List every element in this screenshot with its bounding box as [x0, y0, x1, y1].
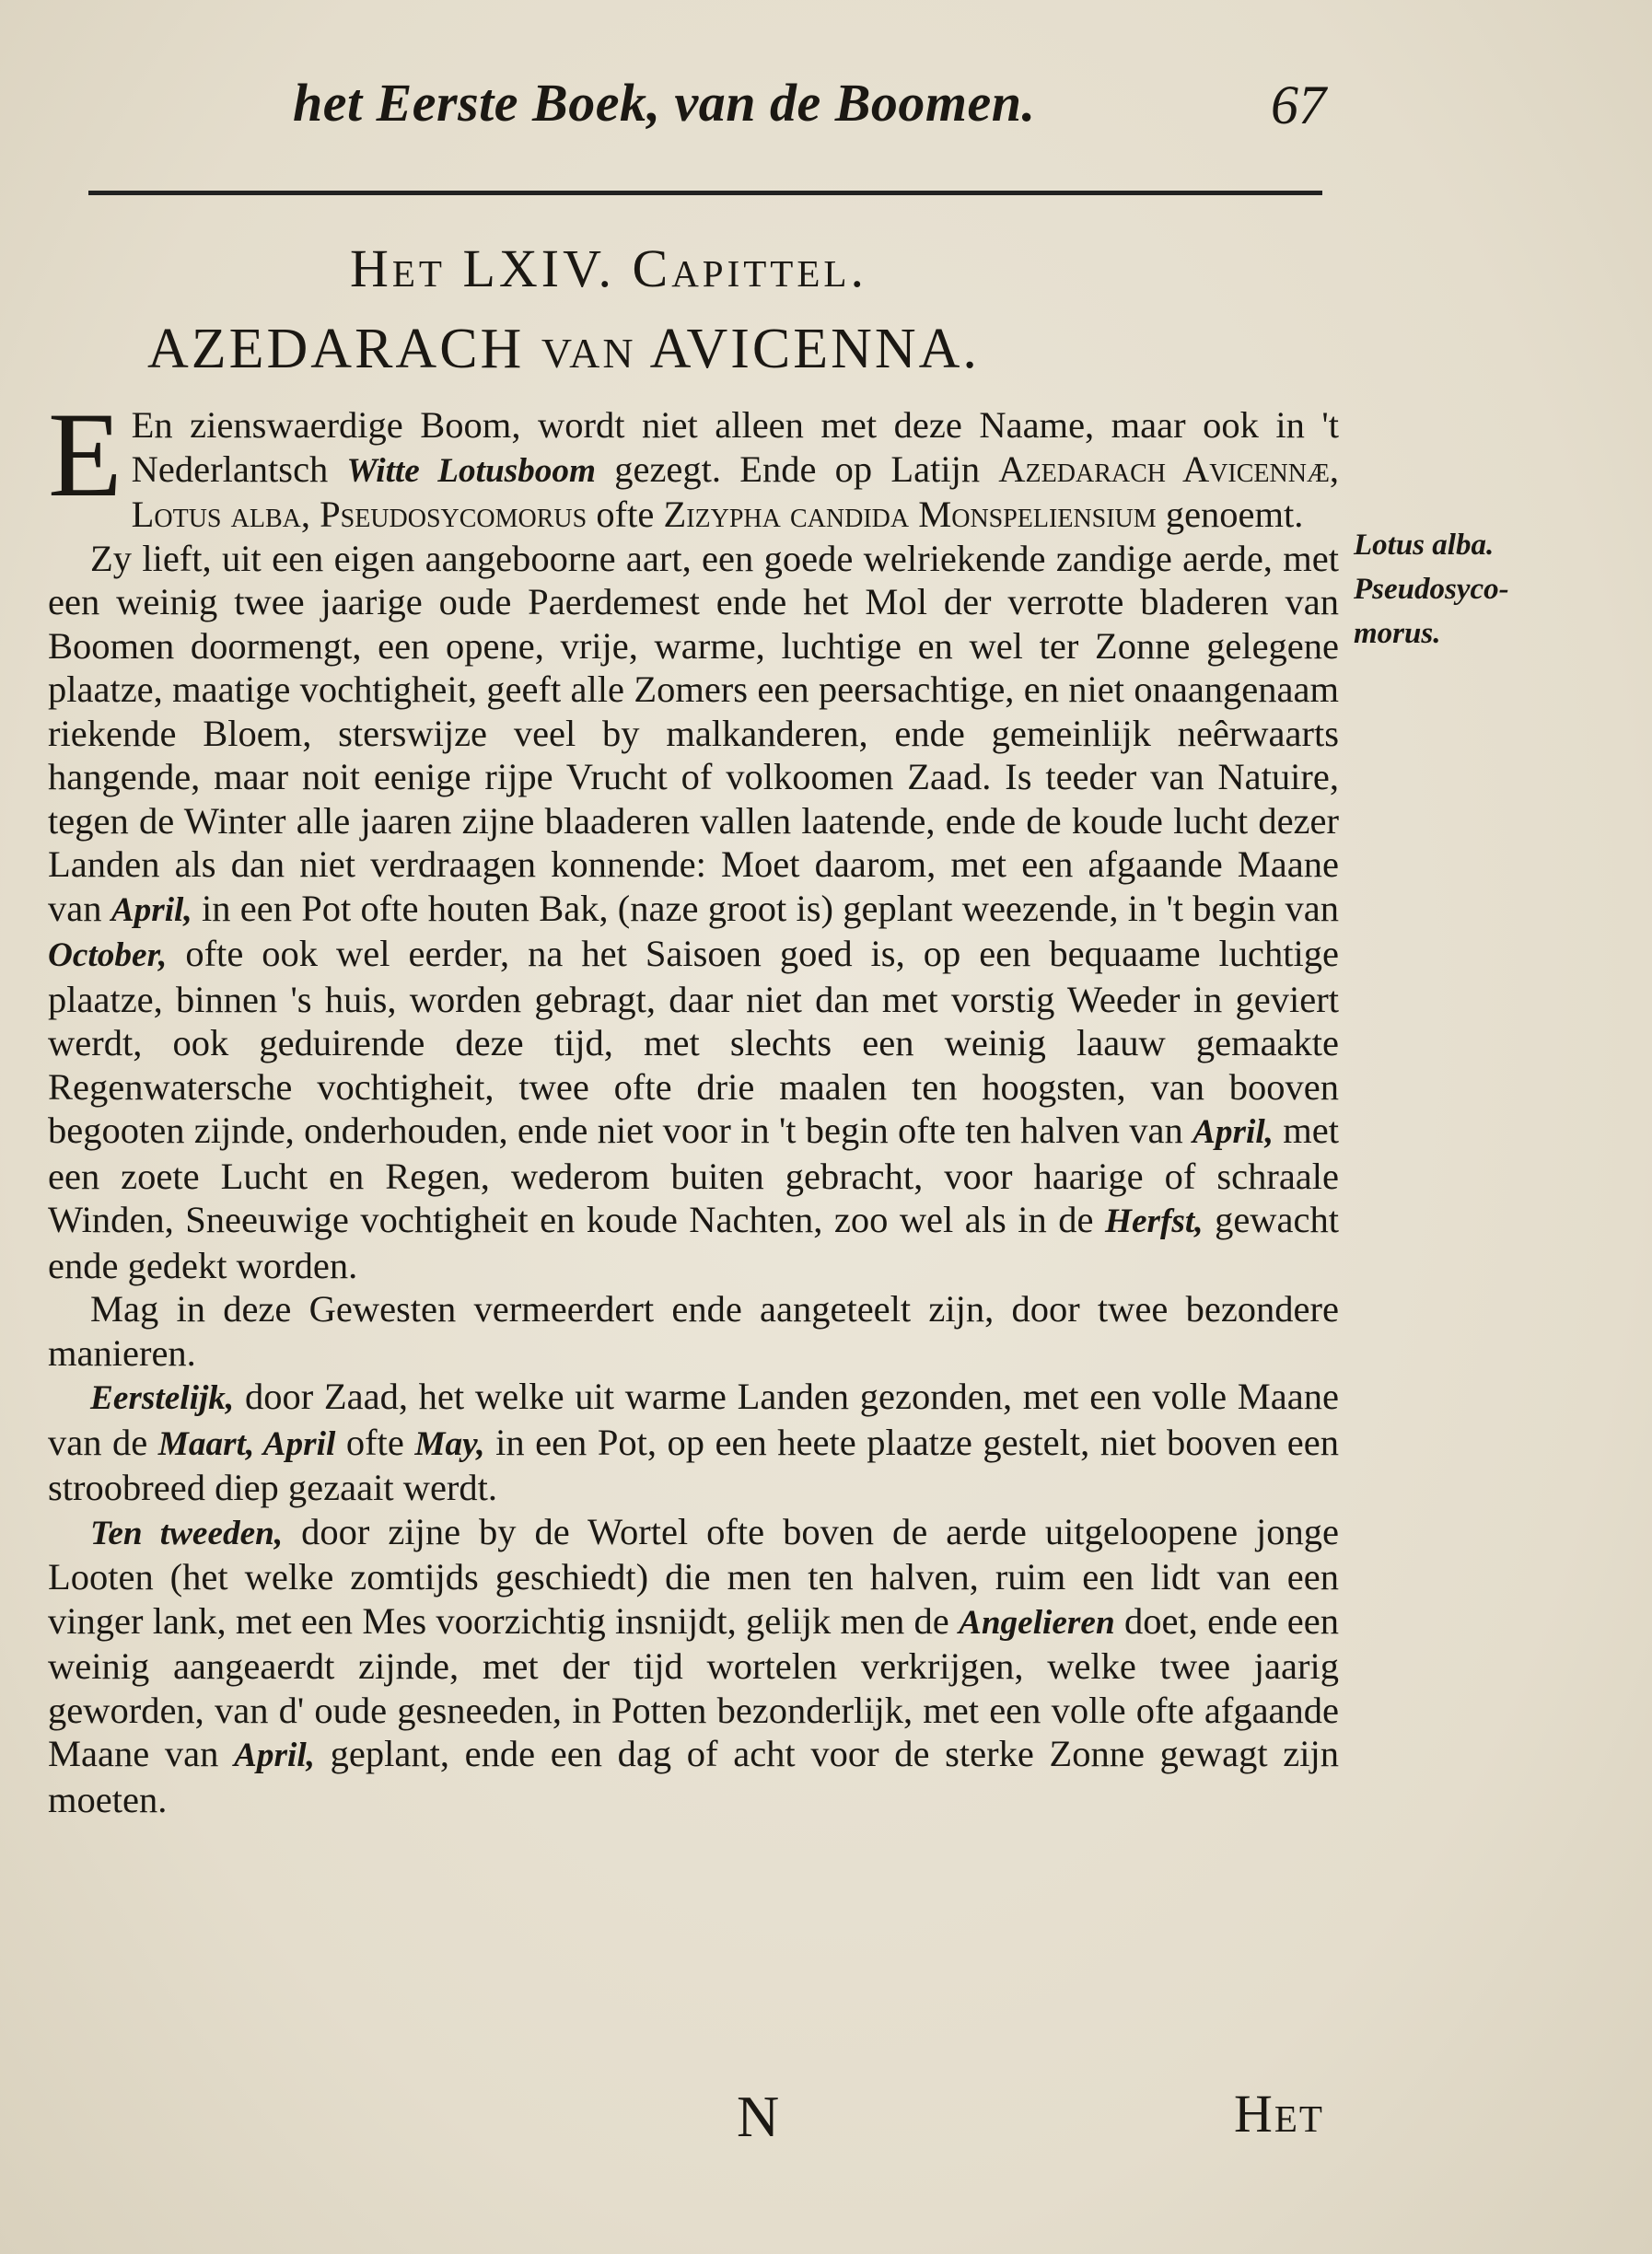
paragraph-3: [48, 1287, 1339, 1375]
italic-term: April,: [111, 890, 192, 929]
text-run: Mag in deze Gewesten vermeerdert ende aangeteelt zijn, door twee bezondere manieren.: [48, 1288, 1339, 1374]
italic-term: April,: [234, 1737, 315, 1774]
chapter-title-main: AZEDARACH: [147, 318, 525, 380]
paragraph-5: [48, 1510, 1339, 1822]
text-run: in een Pot, op een heete plaatze gestelt, niet booven een stroobreed diep gezaait werdt.: [48, 1421, 1340, 1508]
margin-note: [1354, 523, 1509, 656]
text-run: door Zaad, het welke uit warme Landen gezonden, met een volle Maane van de: [48, 1376, 1339, 1463]
chapter-title: [147, 313, 1252, 383]
text-run: Zy lieft, uit een eigen aangeboorne aart, een goede welriekende zandige aerde, met een weinig twee jaarige oude Paerdemest ende het Mol der verrotte bladeren van Boomen doormengt, een opene, vrije, warme, luchtige en wel ter Zonne gelegene plaatze, maatige vochtigheit, geeft alle Zomers een peersachtige, en niet onaangenaam riekende Bloem, sterswijze veel by malkanderen, ende gemeinlijk neêrwaarts hangende, maar noit eenige rijpe Vrucht of volkoomen Zaad. Is teeder van Natuire, tegen de Winter alle jaaren zijne blaaderen vallen laatende, ende de koude lucht dezer Landen als dan niet verdraagen konnende: Moet daarom, met een afgaande Maane van: [48, 537, 1339, 929]
chapter-heading: Het LXIV. Capittel.: [350, 238, 867, 298]
italic-term: Maart, April: [157, 1424, 336, 1463]
italic-term: April,: [1192, 1113, 1274, 1151]
italic-term: Ten tweeden,: [90, 1514, 284, 1552]
text-run: gezegt. Ende op Latijn: [596, 447, 999, 490]
text-run: ofte: [335, 1421, 415, 1463]
drop-cap: E: [48, 387, 122, 522]
italic-term: October,: [48, 936, 168, 974]
text-run: ofte: [587, 494, 664, 535]
paragraph-1: [48, 387, 1339, 537]
text-run: met een zoete Lucht en Regen, wederom buiten gebracht, voor haarige of schraale Winden, Sneeuwige vochtigheit en koude Nachten, zoo wel als in de: [48, 1110, 1340, 1240]
catchword: Het: [1234, 2084, 1324, 2144]
italic-term: Herfst,: [1105, 1203, 1204, 1240]
paragraph-4: [48, 1375, 1339, 1510]
text-run: door zijne by de Wortel ofte boven de aerde uitgeloopene jonge Looten (het welke zomtijds geschiedt) die men ten halven, ruim een lidt van een vinger lank, met een Mes voorzichtig insnijdt, gelijk men de: [48, 1510, 1339, 1642]
latin-name: Azedarach Avicennæ, Lotus alba, Pseudosycomorus: [131, 447, 1339, 535]
signature-mark: N: [737, 2084, 780, 2149]
header-rule: [88, 191, 1322, 195]
margin-note-line: Lotus alba.: [1354, 529, 1495, 562]
italic-term: Witte Lotusboom: [346, 451, 597, 490]
text-run: geplant, ende een dag of acht voor de sterke Zonne gewagt zijn moeten.: [48, 1733, 1339, 1820]
text-run: doet, ende een weinig aangeaerdt zijnde, met der tijd wortelen verkrijgen, welke twee jaarig geworden, van d' oude gesneeden, in Potten bezonderlijk, met een volle ofte afgaande Maane van: [48, 1599, 1339, 1774]
text-run: ofte ook wel eerder, na het Saisoen goed is, op een bequaame luchtige plaatze, binnen 's huis, worden gebragt, daar niet dan met vorstig Weeder in geviert werdt, ook geduirende deze tijd, met slechts een weinig laauw gemaakte Regenwatersche vochtigheit, twee ofte drie maalen ten hoogsten, van booven begooten zijnde, onderhouden, ende niet voor in 't begin ofte ten halven van: [48, 933, 1339, 1151]
chapter-title-connector: van: [541, 314, 636, 381]
italic-term: Eerstelijk,: [90, 1379, 235, 1417]
latin-name: Zizypha candida Monspeliensium: [663, 494, 1157, 535]
text-run: genoemt.: [1156, 494, 1304, 535]
italic-term: Angelieren: [958, 1603, 1115, 1642]
text-run: in een Pot ofte houten Bak, (naze groot is) geplant weezende, in 't begin van: [192, 887, 1339, 929]
text-run: gewacht ende gedekt worden.: [48, 1199, 1340, 1286]
italic-term: May,: [414, 1424, 485, 1463]
paragraph-2: [48, 537, 1339, 1288]
text-run: En zienswaerdige Boom, wordt niet alleen met deze Naame, maar ook in 't Nederlantsch: [131, 404, 1339, 490]
margin-note-line: Pseudosyco-: [1354, 573, 1509, 606]
margin-note-line: morus.: [1354, 617, 1441, 650]
page-number: 67: [1271, 75, 1326, 135]
chapter-title-author: AVICENNA.: [649, 318, 980, 380]
running-head: het Eerste Boek, van de Boomen.: [293, 73, 1036, 133]
body-text: [48, 387, 1340, 1821]
